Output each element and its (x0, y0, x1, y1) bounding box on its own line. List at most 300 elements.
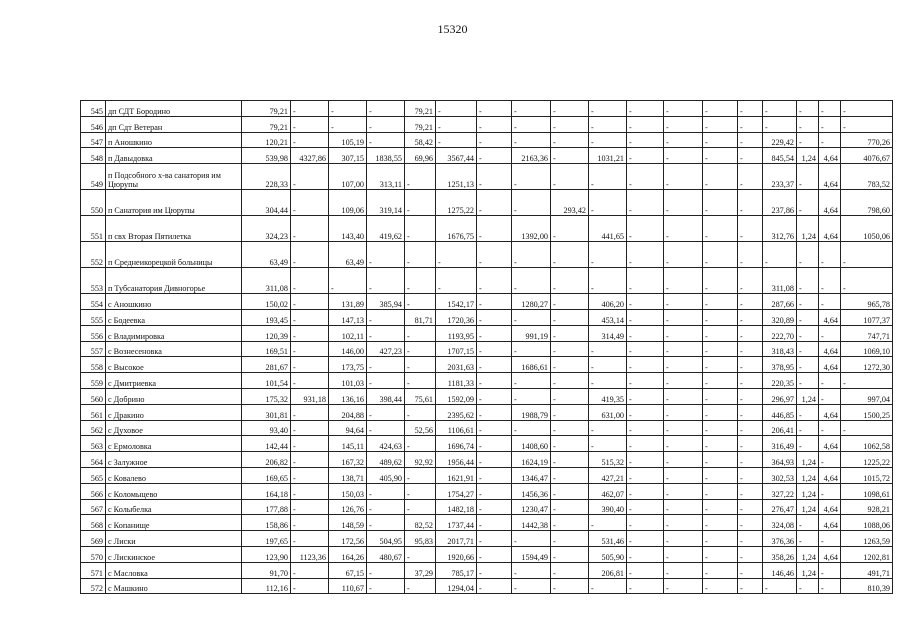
value-cell: - (797, 357, 819, 373)
value-cell: 1294,04 (436, 578, 477, 594)
value-cell: 79,21 (405, 101, 436, 117)
value-cell: 1686,61 (512, 357, 551, 373)
value-cell: - (627, 420, 664, 436)
value-cell: - (512, 242, 551, 268)
value-cell: 1754,27 (436, 483, 477, 499)
value-cell: 93,40 (242, 420, 291, 436)
value-cell: 281,67 (242, 357, 291, 373)
value-cell: - (664, 294, 703, 310)
value-cell: 427,21 (589, 467, 627, 483)
value-cell: 311,08 (763, 268, 797, 294)
value-cell: 419,35 (589, 388, 627, 404)
value-cell: - (819, 242, 841, 268)
value-cell: - (627, 309, 664, 325)
settlement-name: с Бодеевка (106, 309, 242, 325)
value-cell: 79,21 (405, 116, 436, 132)
table-row (81, 101, 893, 117)
value-cell: 148,59 (329, 515, 367, 531)
value-cell: 167,32 (329, 452, 367, 468)
value-cell: 3567,44 (436, 148, 477, 164)
value-cell: - (664, 546, 703, 562)
value-cell: 378,95 (763, 357, 797, 373)
value-cell: - (738, 325, 763, 341)
value-cell: - (627, 242, 664, 268)
value-cell: - (664, 190, 703, 216)
value-cell: 446,85 (763, 404, 797, 420)
value-cell: 237,86 (763, 190, 797, 216)
value-cell: - (405, 499, 436, 515)
value-cell: - (738, 452, 763, 468)
settlement-name: п свх Вторая Пятилетка (106, 216, 242, 242)
value-cell: - (841, 242, 893, 268)
value-cell: - (627, 357, 664, 373)
value-cell: - (291, 467, 329, 483)
value-cell: - (797, 132, 819, 148)
value-cell: - (589, 116, 627, 132)
value-cell: - (664, 578, 703, 594)
settlement-name: п Тубсанатория Дивногорье (106, 268, 242, 294)
value-cell: - (841, 373, 893, 389)
value-cell: 164,18 (242, 483, 291, 499)
value-cell: 313,11 (367, 164, 405, 190)
value-cell: - (627, 436, 664, 452)
value-cell: - (551, 242, 589, 268)
row-number: 562 (81, 420, 106, 436)
value-cell: - (512, 373, 551, 389)
value-cell: - (664, 531, 703, 547)
value-cell: 158,86 (242, 515, 291, 531)
value-cell: - (703, 404, 738, 420)
value-cell: - (551, 452, 589, 468)
value-cell: - (589, 132, 627, 148)
value-cell: 376,36 (763, 531, 797, 547)
value-cell: - (551, 483, 589, 499)
value-cell: - (627, 404, 664, 420)
value-cell: - (627, 268, 664, 294)
value-cell: - (589, 190, 627, 216)
value-cell: 287,66 (763, 294, 797, 310)
value-cell: 531,46 (589, 531, 627, 547)
table-row (81, 467, 893, 483)
value-cell: 1,24 (797, 388, 819, 404)
settlement-name: с Лискинское (106, 546, 242, 562)
value-cell: - (664, 420, 703, 436)
value-cell: - (512, 116, 551, 132)
value-cell: 327,22 (763, 483, 797, 499)
value-cell: 4,64 (819, 515, 841, 531)
value-cell: - (841, 420, 893, 436)
value-cell: - (664, 499, 703, 515)
table-row (81, 452, 893, 468)
value-cell: - (551, 325, 589, 341)
value-cell: - (819, 562, 841, 578)
value-cell: 95,83 (405, 531, 436, 547)
value-cell: - (405, 268, 436, 294)
value-cell: - (841, 101, 893, 117)
table-row (81, 546, 893, 562)
value-cell: - (664, 436, 703, 452)
value-cell: 79,21 (242, 116, 291, 132)
value-cell: 169,51 (242, 341, 291, 357)
value-cell: - (291, 404, 329, 420)
value-cell: - (551, 148, 589, 164)
value-cell: 1408,60 (512, 436, 551, 452)
value-cell: - (551, 467, 589, 483)
settlement-name: п Аношкино (106, 132, 242, 148)
settlement-name: с Вознесеновка (106, 341, 242, 357)
value-cell: - (819, 373, 841, 389)
table-row (81, 148, 893, 164)
value-cell: - (819, 268, 841, 294)
value-cell: - (627, 341, 664, 357)
value-cell: - (589, 420, 627, 436)
value-cell: - (738, 388, 763, 404)
row-number: 570 (81, 546, 106, 562)
value-cell: - (703, 420, 738, 436)
table-row (81, 190, 893, 216)
value-cell: - (664, 101, 703, 117)
value-cell: - (405, 341, 436, 357)
value-cell: - (551, 101, 589, 117)
value-cell: - (367, 373, 405, 389)
value-cell: - (797, 116, 819, 132)
value-cell: - (664, 116, 703, 132)
value-cell: 491,71 (841, 562, 893, 578)
value-cell: - (703, 531, 738, 547)
value-cell: - (797, 578, 819, 594)
value-cell: - (664, 216, 703, 242)
value-cell: 1442,38 (512, 515, 551, 531)
value-cell: - (664, 467, 703, 483)
row-number: 563 (81, 436, 106, 452)
value-cell: 220,35 (763, 373, 797, 389)
value-cell: - (797, 420, 819, 436)
value-cell: - (291, 132, 329, 148)
row-number: 566 (81, 483, 106, 499)
value-cell: 424,63 (367, 436, 405, 452)
value-cell: - (627, 132, 664, 148)
value-cell: - (477, 562, 512, 578)
value-cell: - (819, 116, 841, 132)
table-row (81, 483, 893, 499)
value-cell: - (477, 546, 512, 562)
value-cell: - (551, 515, 589, 531)
value-cell: - (763, 116, 797, 132)
value-cell: 206,81 (589, 562, 627, 578)
value-cell: 1069,10 (841, 341, 893, 357)
value-cell: 1624,19 (512, 452, 551, 468)
value-cell: - (703, 190, 738, 216)
value-cell: - (405, 373, 436, 389)
value-cell: 1,24 (797, 499, 819, 515)
value-cell: 1456,36 (512, 483, 551, 499)
value-cell: - (551, 116, 589, 132)
value-cell: - (405, 483, 436, 499)
value-cell: 307,15 (329, 148, 367, 164)
value-cell: - (291, 294, 329, 310)
value-cell: 81,71 (405, 309, 436, 325)
value-cell: 453,14 (589, 309, 627, 325)
value-cell: - (703, 499, 738, 515)
value-cell: 1500,25 (841, 404, 893, 420)
value-cell: - (664, 515, 703, 531)
value-cell: 1,24 (797, 483, 819, 499)
value-cell: - (627, 578, 664, 594)
value-cell: - (627, 499, 664, 515)
settlement-name: с Владимировка (106, 325, 242, 341)
value-cell: - (291, 562, 329, 578)
value-cell: - (291, 309, 329, 325)
value-cell: 229,42 (763, 132, 797, 148)
value-cell: 197,65 (242, 531, 291, 547)
value-cell: - (703, 483, 738, 499)
value-cell: - (551, 357, 589, 373)
value-cell: - (477, 404, 512, 420)
value-cell: 4327,86 (291, 148, 329, 164)
value-cell: - (551, 164, 589, 190)
value-cell: - (664, 132, 703, 148)
row-number: 555 (81, 309, 106, 325)
value-cell: - (738, 483, 763, 499)
value-cell: 150,03 (329, 483, 367, 499)
value-cell: - (551, 309, 589, 325)
value-cell: 810,39 (841, 578, 893, 594)
value-cell: 175,32 (242, 388, 291, 404)
value-cell: 222,70 (763, 325, 797, 341)
value-cell: - (589, 373, 627, 389)
value-cell: - (819, 325, 841, 341)
value-cell: - (797, 190, 819, 216)
value-cell: - (738, 436, 763, 452)
value-cell: - (291, 515, 329, 531)
value-cell: - (436, 132, 477, 148)
value-cell: 358,26 (763, 546, 797, 562)
value-cell: 505,90 (589, 546, 627, 562)
value-cell: 94,64 (329, 420, 367, 436)
value-cell: 390,40 (589, 499, 627, 515)
value-cell: - (551, 436, 589, 452)
value-cell: 75,61 (405, 388, 436, 404)
value-cell: 324,23 (242, 216, 291, 242)
value-cell: - (405, 294, 436, 310)
value-cell: - (738, 404, 763, 420)
table-row (81, 268, 893, 294)
value-cell: - (477, 467, 512, 483)
row-number: 559 (81, 373, 106, 389)
value-cell: - (664, 562, 703, 578)
value-cell: 105,19 (329, 132, 367, 148)
value-cell: 1123,36 (291, 546, 329, 562)
value-cell: - (551, 388, 589, 404)
value-cell: - (291, 483, 329, 499)
value-cell: - (797, 294, 819, 310)
value-cell: - (405, 467, 436, 483)
value-cell: 91,70 (242, 562, 291, 578)
value-cell: - (738, 467, 763, 483)
value-cell: 1,24 (797, 452, 819, 468)
value-cell: - (512, 388, 551, 404)
value-cell: 1346,47 (512, 467, 551, 483)
value-cell: 2395,62 (436, 404, 477, 420)
value-cell: - (664, 357, 703, 373)
value-cell: - (477, 388, 512, 404)
value-cell: - (291, 341, 329, 357)
value-cell: - (367, 116, 405, 132)
value-cell: - (551, 268, 589, 294)
value-cell: - (477, 101, 512, 117)
value-cell: 1050,06 (841, 216, 893, 242)
value-cell: - (841, 268, 893, 294)
value-cell: - (477, 325, 512, 341)
value-cell: 1720,36 (436, 309, 477, 325)
value-cell: 318,43 (763, 341, 797, 357)
value-cell: 145,11 (329, 436, 367, 452)
value-cell: 120,21 (242, 132, 291, 148)
value-cell: 4,64 (819, 309, 841, 325)
value-cell: - (512, 420, 551, 436)
value-cell: - (819, 132, 841, 148)
value-cell: - (763, 242, 797, 268)
value-cell: 173,75 (329, 357, 367, 373)
value-cell: - (627, 101, 664, 117)
value-cell: - (367, 499, 405, 515)
value-cell: - (664, 373, 703, 389)
value-cell: - (436, 268, 477, 294)
row-number: 564 (81, 452, 106, 468)
value-cell: - (477, 242, 512, 268)
value-cell: - (703, 515, 738, 531)
value-cell: - (797, 101, 819, 117)
value-cell: 4,64 (819, 546, 841, 562)
row-number: 547 (81, 132, 106, 148)
value-cell: - (551, 499, 589, 515)
table-row (81, 499, 893, 515)
value-cell: - (664, 483, 703, 499)
value-cell: - (291, 242, 329, 268)
value-cell: 146,46 (763, 562, 797, 578)
value-cell: - (329, 116, 367, 132)
value-cell: - (291, 101, 329, 117)
value-cell: - (627, 483, 664, 499)
value-cell: 102,11 (329, 325, 367, 341)
value-cell: - (703, 578, 738, 594)
value-cell: - (551, 373, 589, 389)
value-cell: 112,16 (242, 578, 291, 594)
value-cell: - (367, 242, 405, 268)
value-cell: - (703, 101, 738, 117)
value-cell: 1077,37 (841, 309, 893, 325)
value-cell: - (738, 216, 763, 242)
value-cell: 63,49 (242, 242, 291, 268)
value-cell: - (477, 268, 512, 294)
row-number: 557 (81, 341, 106, 357)
value-cell: 770,26 (841, 132, 893, 148)
value-cell: 301,81 (242, 404, 291, 420)
page-number: 15320 (437, 22, 468, 36)
value-cell: - (367, 515, 405, 531)
table-row (81, 388, 893, 404)
value-cell: - (512, 268, 551, 294)
value-cell: - (664, 268, 703, 294)
value-cell: - (291, 452, 329, 468)
value-cell: - (329, 268, 367, 294)
value-cell: - (738, 357, 763, 373)
value-cell: 1920,66 (436, 546, 477, 562)
value-cell: 4,64 (819, 216, 841, 242)
value-cell: 37,29 (405, 562, 436, 578)
value-cell: - (291, 578, 329, 594)
value-cell: 798,60 (841, 190, 893, 216)
value-cell: 143,40 (329, 216, 367, 242)
value-cell: - (819, 420, 841, 436)
value-cell: 2017,71 (436, 531, 477, 547)
value-cell: 1202,81 (841, 546, 893, 562)
value-cell: 63,49 (329, 242, 367, 268)
value-cell: - (367, 420, 405, 436)
value-cell: - (664, 309, 703, 325)
value-cell: 1088,06 (841, 515, 893, 531)
value-cell: - (367, 101, 405, 117)
value-cell: - (627, 325, 664, 341)
settlement-name: п Среднеикорецкой больницы (106, 242, 242, 268)
value-cell: 1,24 (797, 148, 819, 164)
settlement-name: с Лиски (106, 531, 242, 547)
value-cell: - (477, 148, 512, 164)
row-number: 546 (81, 116, 106, 132)
value-cell: - (797, 373, 819, 389)
value-cell: 747,71 (841, 325, 893, 341)
value-cell: - (738, 546, 763, 562)
value-cell: - (477, 420, 512, 436)
value-cell: - (797, 515, 819, 531)
row-number: 569 (81, 531, 106, 547)
value-cell: - (627, 116, 664, 132)
value-cell: - (627, 388, 664, 404)
table-row (81, 420, 893, 436)
value-cell: - (627, 373, 664, 389)
value-cell: - (367, 325, 405, 341)
value-cell: - (405, 190, 436, 216)
value-cell: - (819, 531, 841, 547)
value-cell: - (703, 164, 738, 190)
value-cell: - (703, 467, 738, 483)
value-cell: - (703, 388, 738, 404)
value-cell: 302,53 (763, 467, 797, 483)
settlement-name: с Духовое (106, 420, 242, 436)
value-cell: - (551, 546, 589, 562)
value-cell: 169,65 (242, 467, 291, 483)
value-cell: - (664, 388, 703, 404)
value-cell: - (819, 452, 841, 468)
value-cell: 4,64 (819, 164, 841, 190)
value-cell: - (512, 531, 551, 547)
table-row (81, 242, 893, 268)
table-row (81, 132, 893, 148)
value-cell: - (551, 294, 589, 310)
value-cell: - (405, 242, 436, 268)
value-cell: 69,96 (405, 148, 436, 164)
value-cell: - (664, 148, 703, 164)
value-cell: - (703, 242, 738, 268)
value-cell: - (405, 357, 436, 373)
value-cell: 419,62 (367, 216, 405, 242)
table-row (81, 562, 893, 578)
value-cell: 319,14 (367, 190, 405, 216)
value-cell: 4,64 (819, 499, 841, 515)
value-cell: 1988,79 (512, 404, 551, 420)
value-cell: 131,89 (329, 294, 367, 310)
value-cell: - (551, 562, 589, 578)
